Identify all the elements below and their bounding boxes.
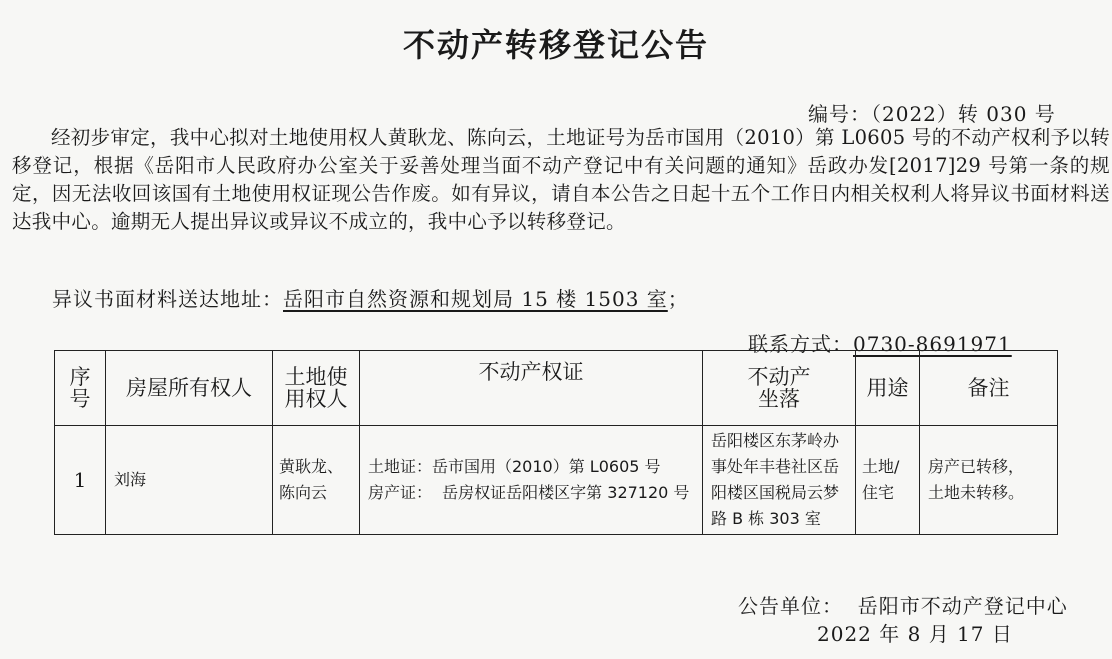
announcement-body: 经初步审定，我中心拟对土地使用权人黄耿龙、陈向云，土地证号为岳市国用（2010）第 L0605 号的不动产权利予以转移登记，根据《岳阳市人民政府办公室关于妥善处理当面不动产登记中有关问题的通知》岳政办发[2017]29 号第一条的规定，因无法收回该国有土地使用权证现公告作废。如有异议，请自本公告之日起十五个工作日内相关权利人将异议书面材料送达我中心。逾期无人提出异议或异议不成立的，我中心予以转移登记。 xyxy=(12,126,1110,233)
address-suffix: ； xyxy=(667,287,689,311)
header-certificate: 不动产权证 xyxy=(360,351,703,426)
header-land-user: 土地使用权人 xyxy=(273,351,360,426)
registration-table xyxy=(54,350,1058,535)
table-header-row xyxy=(55,351,1058,426)
table-row xyxy=(55,426,1058,535)
header-remarks: 备注 xyxy=(920,351,1058,426)
row-land-user: 黄耿龙、陈向云 xyxy=(273,426,360,535)
contact-label: 联系方式： xyxy=(748,332,853,356)
objection-address xyxy=(52,283,689,312)
announcement-date: 2022 年 8 月 17 日 xyxy=(817,622,1013,646)
row-seq: 1 xyxy=(55,426,106,535)
address-value: 岳阳市自然资源和规划局 15 楼 1503 室 xyxy=(283,287,668,311)
header-location: 不动产坐落 xyxy=(703,351,856,426)
row-usage: 土地/住宅 xyxy=(856,426,920,535)
address-label: 异议书面材料送达地址： xyxy=(52,287,283,311)
header-owner: 房屋所有权人 xyxy=(106,351,273,426)
document-number: 编号：（2022）转 030 号 xyxy=(808,102,1056,126)
row-location: 岳阳楼区东茅岭办事处年丰巷社区岳阳楼区国税局云梦路 B 栋 303 室 xyxy=(703,426,856,535)
row-remarks: 房产已转移，土地未转移。 xyxy=(920,426,1058,535)
house-certificate: 房产证： 岳房权证岳阳楼区字第 327120 号 xyxy=(368,483,690,502)
header-seq: 序号 xyxy=(55,351,106,426)
header-usage: 用途 xyxy=(856,351,920,426)
page-title: 不动产转移登记公告 xyxy=(402,26,709,64)
row-certificates xyxy=(360,426,703,535)
land-certificate: 土地证：岳市国用（2010）第 L0605 号 xyxy=(368,457,661,476)
issuing-unit: 公告单位： 岳阳市不动产登记中心 xyxy=(738,594,1068,618)
row-owner: 刘海 xyxy=(106,426,273,535)
contact-phone: 0730-8691971 xyxy=(853,332,1012,356)
